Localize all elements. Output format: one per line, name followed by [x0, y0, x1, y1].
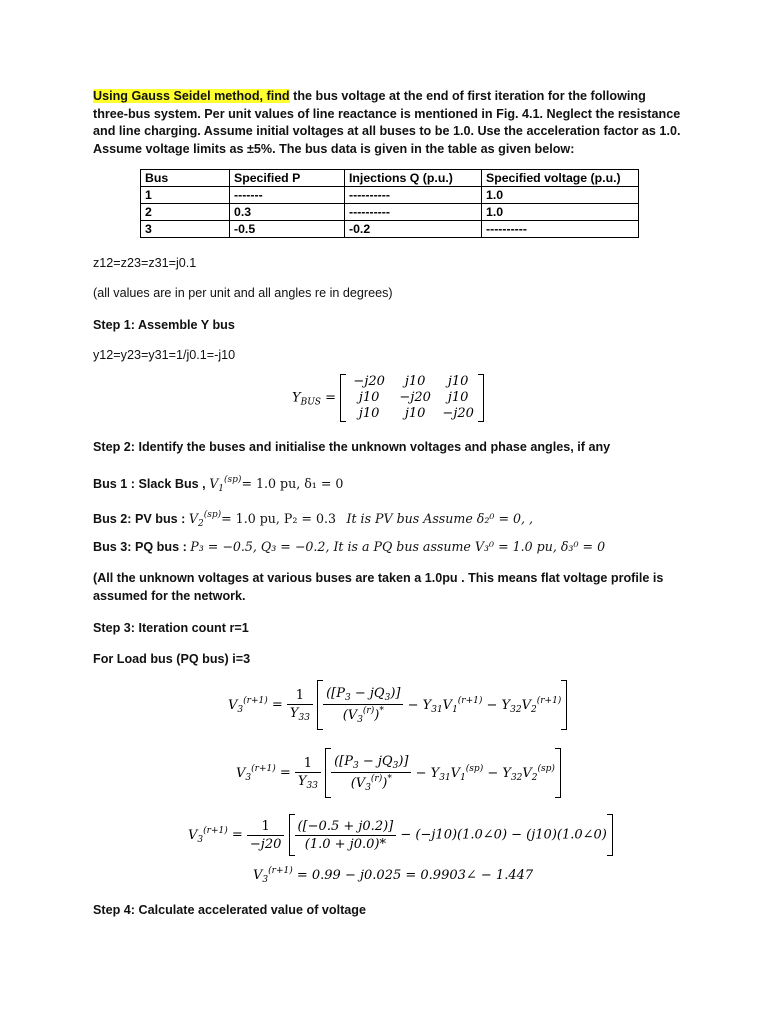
- ybus-equation: $Y_{BUS}$ = −j20 j10 j10 j10 −j20 j10 j10 j10 −j20: [292, 374, 484, 422]
- step3-heading: Step 3: Iteration count r=1: [93, 621, 249, 635]
- table-cell: -0.5: [230, 221, 345, 238]
- header-injections-q: Injections Q (p.u.): [345, 170, 482, 187]
- z-values-line: z12=z23=z31=j0.1: [93, 256, 197, 270]
- bus2-line: Bus 2: PV bus : $V_2^{(sp)}= 1.0$ pu, P₂ = 0.3 It is PV bus Assume δ₂⁰ = 0, ,: [93, 510, 534, 529]
- matrix-cell: j10: [447, 390, 469, 405]
- units-note: (all values are in per unit and all angles re in degrees): [93, 286, 393, 300]
- gauss-seidel-equation-3: $V_3^{(r+1)}$ = $\frac{1}{-j20}$ $\frac{([-0.5 + j0.2)]}{(1.0 + j0.0)*}$ − (−j10)(1.0∠0) − (j10)(1.0∠0): [188, 814, 613, 856]
- table-cell: 2: [141, 204, 230, 221]
- table-row: [141, 204, 639, 221]
- matrix-cell: j10: [358, 406, 380, 421]
- bus3-label: Bus 3: PQ bus :: [93, 540, 187, 554]
- bus1-equation: = 1.0 pu, δ₁ = 0: [241, 476, 344, 491]
- table-cell: 1: [141, 187, 230, 204]
- bus1-label: Bus 1 : Slack Bus ,: [93, 477, 206, 491]
- bus-data-table: [140, 169, 639, 238]
- matrix-cell: j10: [404, 374, 426, 389]
- step4-heading: Step 4: Calculate accelerated value of voltage: [93, 903, 366, 917]
- eq3-terms: (−j10)(1.0∠0) − (j10)(1.0∠0): [415, 827, 607, 843]
- step2-heading: Step 2: Identify the buses and initialise the unknown voltages and phase angles, if any: [93, 440, 611, 454]
- y-values-line: y12=y23=y31=1/j0.1=-j10: [93, 348, 236, 362]
- header-specified-voltage: Specified voltage (p.u.): [482, 170, 639, 187]
- bus1-line: Bus 1 : Slack Bus , $V_1^{(sp)}= 1.0$ pu, δ₁ = 0: [93, 475, 344, 494]
- matrix-cell: −j20: [353, 374, 385, 389]
- table-row: [141, 187, 639, 204]
- matrix-cell: −j20: [442, 406, 474, 421]
- table-cell: -0.2: [345, 221, 482, 238]
- header-specified-p: Specified P: [230, 170, 345, 187]
- voltage-result: $V_3^{(r+1)} = 0.99 - j0.025$ = 0.9903∠ − 1.447: [253, 866, 534, 885]
- bus2-note: It is PV bus Assume δ₂⁰ = 0, ,: [346, 511, 534, 526]
- table-row: [141, 221, 639, 238]
- highlighted-phrase: Using Gauss Seidel method, find: [93, 89, 290, 103]
- matrix-cell: −j20: [399, 390, 431, 405]
- intro-paragraph: [93, 88, 683, 158]
- gauss-seidel-equation-1: $V_3^{(r+1)}$ = $\frac{1}{Y_{33}}$ $\frac{([P_3 - jQ_3)]}{(V_3^{(r)})^*}$ − $Y_{31}V_1^{(r+1)} - Y_{32}V_2^{(r+1)}$: [228, 680, 567, 730]
- bus2-equation: = 1.0 pu, P₂ = 0.3: [221, 511, 336, 526]
- table-header-row: [141, 170, 639, 187]
- table-cell: ----------: [345, 204, 482, 221]
- result-equation: = 0.99 − j0.025 = 0.9903∠ − 1.447: [296, 868, 534, 883]
- matrix-cell: j10: [404, 406, 426, 421]
- table-cell: 3: [141, 221, 230, 238]
- ybus-subscript: BUS: [300, 397, 321, 408]
- table-cell: 0.3: [230, 204, 345, 221]
- matrix-cell: j10: [358, 390, 380, 405]
- table-cell: 1.0: [482, 187, 639, 204]
- ybus-symbol: Y: [292, 390, 301, 406]
- header-bus: Bus: [141, 170, 230, 187]
- eq3-denominator: (1.0 + j0.0)*: [304, 836, 386, 852]
- bus3-line: [93, 538, 733, 557]
- flat-profile-note: (All the unknown voltages at various buses are taken a 1.0pu . This means flat voltage profile is assumed for the network.: [93, 571, 664, 603]
- intro-text: the bus voltage at the end of first iteration for the following three-bus system. Per unit values of line reactance is mentioned in Fig. 4.1. Neglect the resistance and line charging. Assume initial voltages at all buses to be 1.0. Use the acceleration factor as 1.0. Assume voltage limits as ±5%. The bus data is given in the table as given below:: [93, 89, 681, 156]
- load-bus-heading: For Load bus (PQ bus) i=3: [93, 652, 251, 666]
- table-cell: -------: [230, 187, 345, 204]
- eq3-coef-den: −j20: [249, 836, 282, 852]
- step1-heading: Step 1: Assemble Y bus: [93, 318, 235, 332]
- gauss-seidel-equation-2: $V_3^{(r+1)}$ = $\frac{1}{Y_{33}}$ $\frac{([P_3 - jQ_3)]}{(V_3^{(r)})^*}$ − $Y_{31}V_1^{(sp)} - Y_{32}V_2^{(sp)}$: [236, 748, 561, 798]
- eq3-numerator: ([−0.5 + j0.2)]: [295, 819, 397, 836]
- table-cell: 1.0: [482, 204, 639, 221]
- matrix-cell: j10: [447, 374, 469, 389]
- bus3-equation: P₃ = −0.5, Q₃ = −0.2, It is a PQ bus assume V₃⁰ = 1.0 pu, δ₃⁰ = 0: [190, 539, 606, 554]
- bus2-label: Bus 2: PV bus :: [93, 512, 186, 526]
- table-cell: ----------: [482, 221, 639, 238]
- ybus-matrix: [346, 374, 478, 422]
- table-cell: ----------: [345, 187, 482, 204]
